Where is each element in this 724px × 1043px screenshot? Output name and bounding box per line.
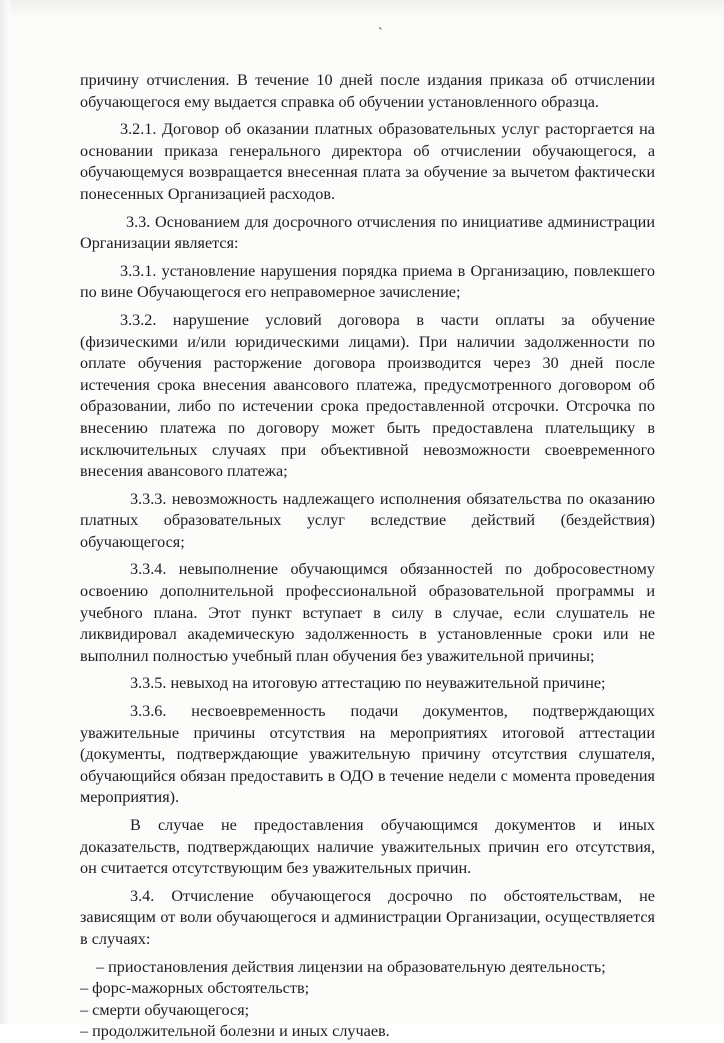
clause-3-3-4: 3.3.4. невыполнение обучающимся обязанностей по добросовестному освоению дополнительной профессиональной образовательной программы и учебного плана. Этот пункт вступает в силу в случае, если слушатель не ликвидировал академическую задолженность в установленные сроки или не выполнил полностью учебный план обучения без уважительной причины;	[80, 560, 655, 665]
list-item-death: – смерти обучающегося;	[80, 1000, 250, 1019]
list-item-license: – приостановления действия лицензии на образовательную деятельность;	[96, 957, 606, 976]
paragraph-no-documents: В случае не предоставления обучающимся документов и иных доказательств, подтверждающих наличие уважительных причин его отсутствия, он считается отсутствующим без уважительных причин.	[80, 816, 655, 878]
list-item-force-majeure: – форс-мажорных обстоятельств;	[80, 979, 310, 998]
clause-3-3-1: 3.3.1. установление нарушения порядка приема в Организацию, повлекшего по вине Обучающегося его неправомерное зачисление;	[80, 261, 655, 302]
clause-3-3-6: 3.3.6. несвоевременность подачи документов, подтверждающих уважительные причины отсутствия на мероприятиях итоговой аттестации (документы, подтверждающие уважительную причину отсутствия слушателя, обучающийся обязан предоставить в ОДО в течение недели с момента проведения мероприятия).	[80, 702, 655, 807]
clause-3-3-2: 3.3.2. нарушение условий договора в части оплаты за обучение (физическими и/или юридическими лицами). При наличии задолженности по оплате обучения расторжение договора производится через 30 дней после истечения срока внесения авансового платежа, предусмотренного договором об образовании, либо по истечении срока предоставленной отсрочки. Отсрочка по внесению платежа по договору может быть предоставлена плательщику в исключительных случаях при объективной невозможности своевременного внесения авансового платежа;	[80, 310, 655, 481]
clause-3-4: 3.4. Отчисление обучающегося досрочно по обстоятельствам, не зависящим от воли обучающегося и администрации Организации, осуществляется в случаях:	[80, 886, 655, 948]
scan-left-edge	[0, 0, 10, 1024]
scan-top-edge	[0, 0, 724, 18]
list-item-illness: – продолжительной болезни и иных случаев.	[80, 1022, 390, 1041]
header-mark: `	[378, 26, 383, 41]
clause-3-2-1: 3.2.1. Договор об оказании платных образовательных услуг расторгается на основании приказа генерального директора об отчислении обучающегося, а обучающемуся возвращается внесенная плата за обучение за вычетом фактически понесенных Организацией расходов.	[80, 120, 655, 203]
clause-3-3-3: 3.3.3. невозможность надлежащего исполнения обязательства по оказанию платных образовательных услуг вследствие действий (бездействия) обучающегося;	[80, 489, 655, 551]
paragraph-continuation: причину отчисления. В течение 10 дней после издания приказа об отчислении обучающегося ему выдается справка об обучении установленного образца.	[80, 71, 655, 111]
document-body	[80, 70, 655, 1043]
clause-3-3-5: 3.3.5. невыход на итоговую аттестацию по неуважительной причине;	[130, 674, 606, 693]
clause-3-3: 3.3. Основанием для досрочного отчисления по инициативе администрации Организации является:	[80, 212, 655, 253]
